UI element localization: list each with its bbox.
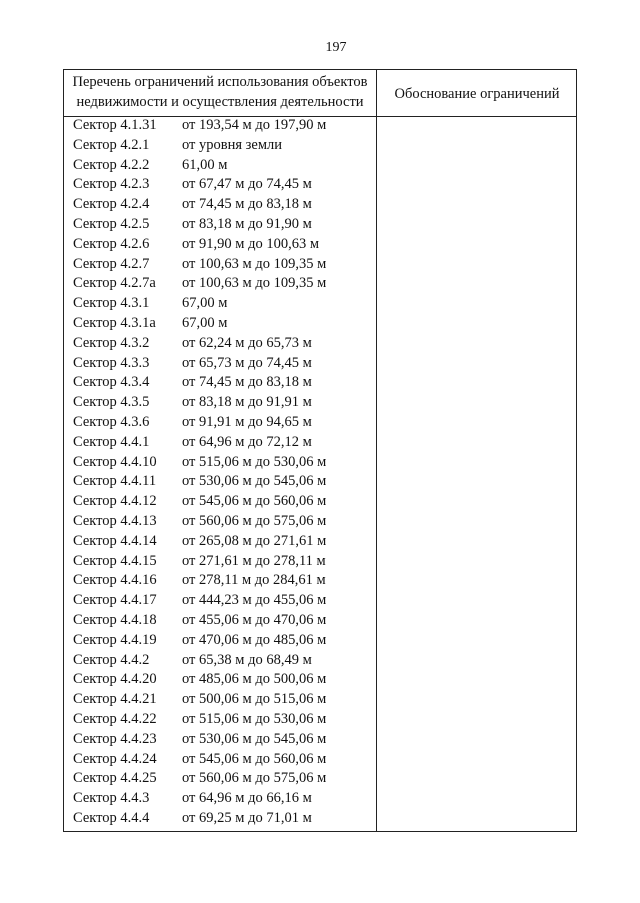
sector-name: Сектор 4.3.1: [73, 295, 150, 312]
height-range: от 455,06 м до 470,06 м: [182, 611, 327, 628]
height-range: от 530,06 м до 545,06 м: [182, 730, 327, 747]
table-row: [64, 274, 376, 294]
table-row: [64, 591, 376, 611]
sector-name: Сектор 4.3.3: [73, 354, 150, 371]
table-row: [64, 453, 376, 473]
table-row: [64, 472, 376, 492]
sector-name: Сектор 4.4.22: [73, 710, 157, 727]
table-row: [64, 215, 376, 235]
height-range: от 545,06 м до 560,06 м: [182, 750, 327, 767]
table-row: [64, 393, 376, 413]
height-range: от 64,96 м до 72,12 м: [182, 433, 312, 450]
height-range: 67,00 м: [182, 314, 228, 331]
column-divider: [376, 70, 377, 831]
table-row: [64, 730, 376, 750]
height-range: от 74,45 м до 83,18 м: [182, 196, 312, 213]
table-row: [64, 373, 376, 393]
table-row: [64, 314, 376, 334]
sector-name: Сектор 4.4.11: [73, 473, 157, 490]
height-range: от 65,73 м до 74,45 м: [182, 354, 312, 371]
height-range: от 64,96 м до 66,16 м: [182, 790, 312, 807]
sector-name: Сектор 4.4.25: [73, 770, 157, 787]
table-row: [64, 433, 376, 453]
sector-name: Сектор 4.4.1: [73, 433, 150, 450]
table-body: [64, 116, 376, 829]
height-range: от 74,45 м до 83,18 м: [182, 374, 312, 391]
sector-name: Сектор 4.4.4: [73, 809, 150, 826]
sector-name: Сектор 4.4.17: [73, 592, 157, 609]
height-range: от 91,91 м до 94,65 м: [182, 413, 312, 430]
table-row: [64, 670, 376, 690]
sector-name: Сектор 4.1.31: [73, 117, 157, 133]
table-row: [64, 175, 376, 195]
height-range: от 271,61 м до 278,11 м: [182, 552, 326, 569]
sector-name: Сектор 4.2.5: [73, 215, 150, 232]
table-row: [64, 294, 376, 314]
table-row: [64, 809, 376, 829]
table-row: [64, 552, 376, 572]
height-range: от 470,06 м до 485,06 м: [182, 631, 327, 648]
sector-name: Сектор 4.4.18: [73, 611, 157, 628]
sector-name: Сектор 4.3.5: [73, 394, 150, 411]
sector-name: Сектор 4.4.10: [73, 453, 157, 470]
header-justification: Обоснование ограничений: [394, 86, 560, 102]
height-range: от 560,06 м до 575,06 м: [182, 512, 327, 529]
height-range: от 444,23 м до 455,06 м: [182, 592, 327, 609]
sector-name: Сектор 4.3.1а: [73, 314, 156, 331]
height-range: от 100,63 м до 109,35 м: [182, 275, 327, 292]
sector-name: Сектор 4.2.3: [73, 176, 150, 193]
sector-name: Сектор 4.2.2: [73, 156, 150, 173]
table-row: [64, 651, 376, 671]
table-row: [64, 235, 376, 255]
sector-name: Сектор 4.4.14: [73, 532, 157, 549]
sector-name: Сектор 4.2.1: [73, 136, 150, 153]
sector-name: Сектор 4.2.7а: [73, 275, 156, 292]
restrictions-table: [63, 69, 577, 832]
height-range: от 83,18 м до 91,91 м: [182, 394, 312, 411]
height-range: от 545,06 м до 560,06 м: [182, 493, 327, 510]
height-range: 67,00 м: [182, 295, 228, 312]
sector-name: Сектор 4.4.23: [73, 730, 157, 747]
height-range: от уровня земли: [182, 136, 283, 153]
table-row: [64, 195, 376, 215]
sector-name: Сектор 4.3.4: [73, 374, 150, 391]
sector-name: Сектор 4.2.6: [73, 235, 150, 252]
table-row: [64, 492, 376, 512]
header-restrictions-list: [64, 72, 376, 112]
table-row: [64, 532, 376, 552]
table-row: [64, 611, 376, 631]
height-range: от 69,25 м до 71,01 м: [182, 809, 312, 826]
table-row: [64, 571, 376, 591]
height-range: от 100,63 м до 109,35 м: [182, 255, 327, 272]
height-range: от 91,90 м до 100,63 м: [182, 235, 319, 252]
table-row: [64, 769, 376, 789]
table-row: [64, 750, 376, 770]
sector-name: Сектор 4.4.12: [73, 493, 157, 510]
height-range: от 515,06 м до 530,06 м: [182, 710, 327, 727]
height-range: 61,00 м: [182, 156, 228, 173]
header-left-line-1: Перечень ограничений использования объектов: [72, 74, 368, 90]
sector-name: Сектор 4.4.13: [73, 512, 157, 529]
table-row: [64, 710, 376, 730]
height-range: от 485,06 м до 500,06 м: [182, 671, 327, 688]
table-row: [64, 631, 376, 651]
sector-name: Сектор 4.3.6: [73, 413, 150, 430]
height-range: от 560,06 м до 575,06 м: [182, 770, 327, 787]
table-row: [64, 789, 376, 809]
height-range: от 193,54 м до 197,90 м: [182, 117, 327, 133]
height-range: от 500,06 м до 515,06 м: [182, 691, 327, 708]
height-range: от 265,08 м до 271,61 м: [182, 532, 327, 549]
sector-name: Сектор 4.2.4: [73, 196, 150, 213]
sector-name: Сектор 4.4.2: [73, 651, 150, 668]
table-row: [64, 156, 376, 176]
height-range: от 67,47 м до 74,45 м: [182, 176, 312, 193]
page-number: 197: [325, 40, 347, 55]
height-range: от 62,24 м до 65,73 м: [182, 334, 312, 351]
sector-name: Сектор 4.4.24: [73, 750, 157, 767]
sector-name: Сектор 4.4.3: [73, 790, 150, 807]
sector-name: Сектор 4.4.16: [73, 572, 157, 589]
height-range: от 515,06 м до 530,06 м: [182, 453, 327, 470]
sector-name: Сектор 4.4.20: [73, 671, 157, 688]
sector-name: Сектор 4.2.7: [73, 255, 150, 272]
sector-name: Сектор 4.4.15: [73, 552, 157, 569]
table-row: [64, 413, 376, 433]
height-range: от 278,11 м до 284,61 м: [182, 572, 326, 589]
height-range: от 530,06 м до 545,06 м: [182, 473, 327, 490]
table-row: [64, 136, 376, 156]
table-row: [64, 334, 376, 354]
table-row: [64, 255, 376, 275]
table-row: [64, 116, 376, 136]
table-row: [64, 354, 376, 374]
height-range: от 83,18 м до 91,90 м: [182, 215, 312, 232]
table-row: [64, 512, 376, 532]
sector-name: Сектор 4.4.21: [73, 691, 157, 708]
header-left-line-2: недвижимости и осуществления деятельности: [76, 94, 364, 110]
sector-name: Сектор 4.3.2: [73, 334, 150, 351]
sector-name: Сектор 4.4.19: [73, 631, 157, 648]
table-row: [64, 690, 376, 710]
height-range: от 65,38 м до 68,49 м: [182, 651, 312, 668]
